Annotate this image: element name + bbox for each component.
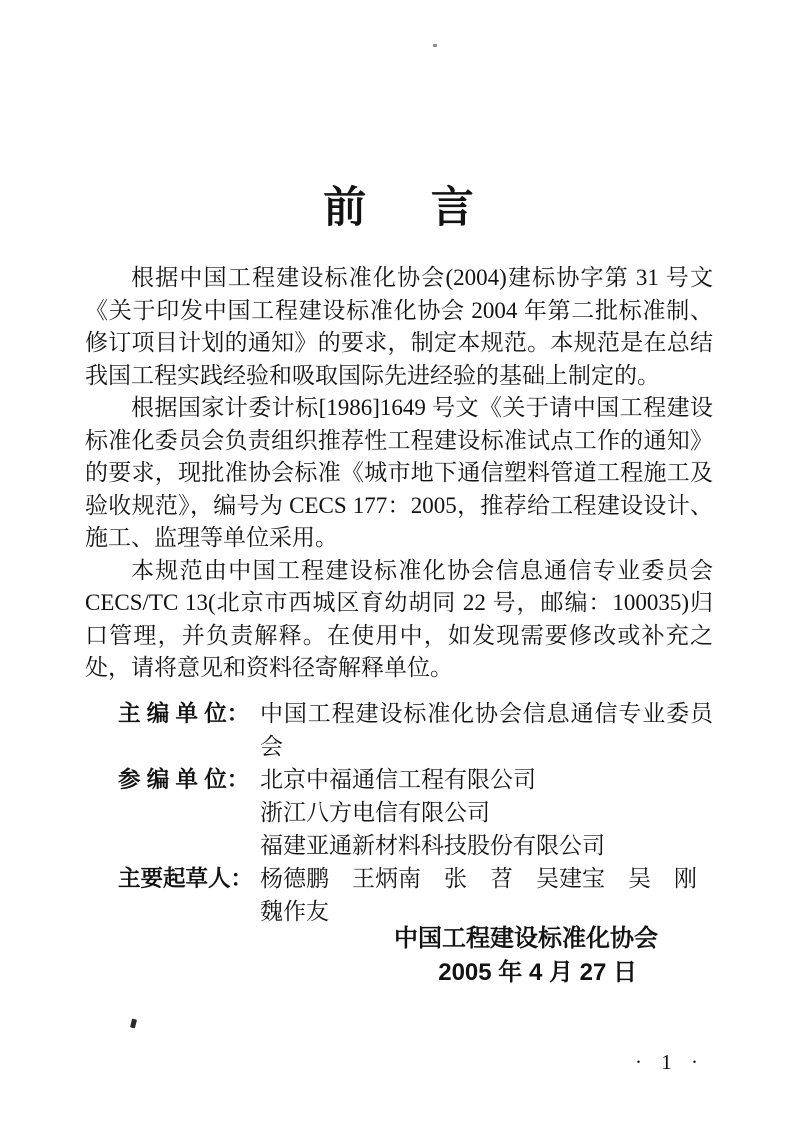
paragraph: 根据中国工程建设标准化协会(2004)建标协字第 31 号文《关于印发中国工程建设标准化协会 2004 年第二批标准制、修订项目计划的通知》的要求，制定本规范。本规范是在总结我国工程实践经验和吸取国际先进经验的基础上制定的。 [85, 265, 713, 388]
co-editor-item: 福建亚通新材料科技股份有限公司 [260, 832, 605, 858]
drafters-names [260, 862, 713, 928]
document-body [85, 262, 713, 928]
co-editor-item: 北京中福通信工程有限公司 [260, 766, 536, 792]
page-title-text: 前言 [323, 184, 539, 232]
chief-editor-row [118, 697, 713, 763]
page-number: · 1 · [635, 1050, 705, 1074]
drafters-row [118, 862, 713, 928]
co-editors-values [260, 763, 713, 862]
chief-editor-label: 主 编 单 位： [118, 700, 250, 726]
signature-organization: 中国工程建设标准化协会 [394, 925, 658, 952]
scan-speck [433, 44, 437, 47]
drafters-line: 魏作友 [260, 898, 329, 924]
page-title [0, 184, 797, 234]
co-editors-row [118, 763, 713, 862]
drafters-label: 主要起草人： [118, 865, 254, 891]
scan-speck [130, 1019, 137, 1029]
credits-section [85, 697, 713, 928]
signature-date: 2005 年 4 月 27 日 [438, 959, 637, 986]
signature-block [85, 922, 713, 990]
chief-editor-value: 中国工程建设标准化协会信息通信专业委员会 [260, 700, 713, 759]
co-editor-item: 浙江八方电信有限公司 [260, 799, 490, 825]
drafters-line: 杨德鹏 王炳南 张 苕 吴建宝 吴 刚 [260, 865, 697, 891]
paragraph: 本规范由中国工程建设标准化协会信息通信专业委员会CECS/TC 13(北京市西城区育幼胡同 22 号，邮编：100035)归口管理，并负责解释。在使用中，如发现需要修改或补充之处，请将意见和资料径寄解释单位。 [85, 557, 713, 680]
co-editors-label: 参 编 单 位： [118, 766, 250, 792]
paragraph: 根据国家计委计标[1986]1649 号文《关于请中国工程建设标准化委员会负责组织推荐性工程建设标准试点工作的通知》的要求，现批准协会标准《城市地下通信塑料管道工程施工及验收规范》，编号为 CECS 177：2005，推荐给工程建设设计、施工、监理等单位采用。 [85, 395, 713, 550]
